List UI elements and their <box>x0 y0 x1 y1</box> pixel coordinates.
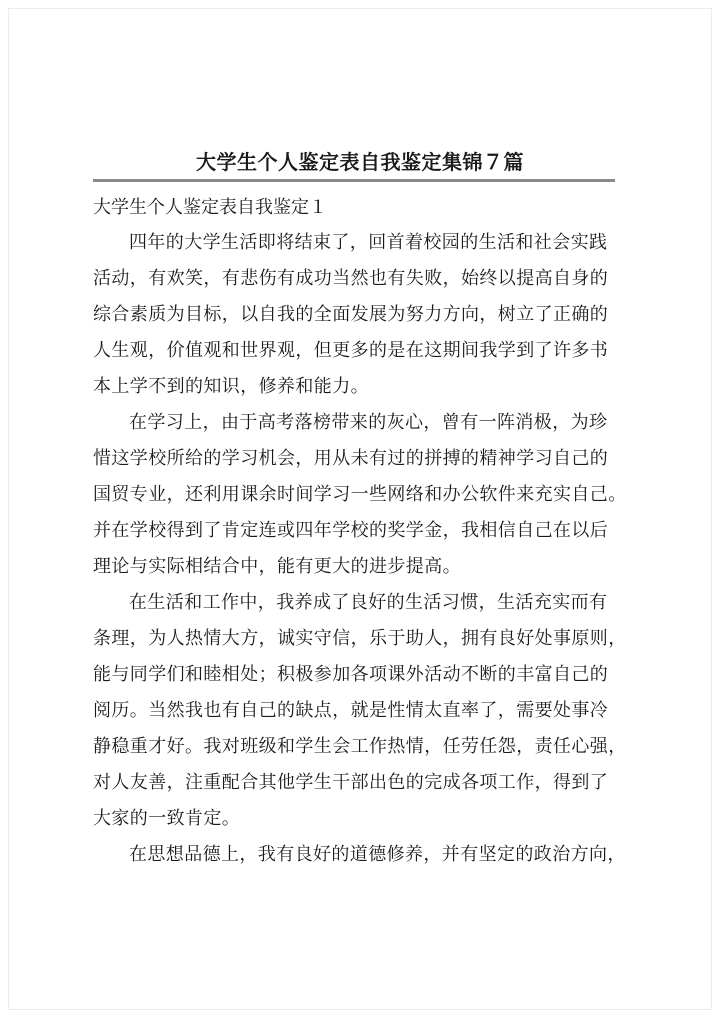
paragraph <box>93 405 653 585</box>
paragraph <box>93 225 653 405</box>
paragraph-line: 条理，为人热情大方，诚实守信，乐于助人，拥有良好处事原则， <box>93 628 627 649</box>
paragraph-line: 理论与实际相结合中，能有更大的进步提高。 <box>93 556 461 577</box>
paragraph-line: 对人友善，注重配合其他学生干部出色的完成各项工作，得到了 <box>93 772 609 793</box>
paragraph <box>93 585 653 837</box>
paragraph-line: 人生观，价值观和世界观，但更多的是在这期间我学到了许多书 <box>93 340 609 361</box>
document-body <box>93 191 653 873</box>
paragraph-line: 四年的大学生活即将结束了，回首着校园的生活和社会实践 <box>129 232 608 253</box>
paragraph-line: 活动，有欢笑，有悲伤有成功当然也有失败，始终以提高自身的 <box>93 268 609 289</box>
paragraph-line: 静稳重才好。我对班级和学生会工作热情，任劳任怨，责任心强， <box>93 736 627 757</box>
section-heading: 大学生个人鉴定表自我鉴定１ <box>93 197 327 218</box>
paragraph-line: 在思想品德上，我有良好的道德修养，并有坚定的政治方向， <box>129 844 626 865</box>
title-divider <box>93 179 615 182</box>
paragraph-line: 综合素质为目标，以自我的全面发展为努力方向，树立了正确的 <box>93 304 609 325</box>
paragraph-line: 国贸专业，还利用课余时间学习一些网络和办公软件来充实自己。 <box>93 484 627 505</box>
paragraph-line: 在生活和工作中，我养成了良好的生活习惯，生活充实而有 <box>129 592 608 613</box>
paragraph-line: 本上学不到的知识，修养和能力。 <box>93 376 369 397</box>
paragraph-line: 在学习上，由于高考落榜带来的灰心，曾有一阵消极，为珍 <box>129 412 608 433</box>
paragraph <box>93 837 653 873</box>
paragraph-line: 阅历。当然我也有自己的缺点，就是性情太直率了，需要处事冷 <box>93 700 609 721</box>
paragraph-line: 并在学校得到了肯定连或四年学校的奖学金，我相信自己在以后 <box>93 520 609 541</box>
paragraph-line: 能与同学们和睦相处；积极参加各项课外活动不断的丰富自己的 <box>93 664 609 685</box>
paragraph-line: 惜这学校所给的学习机会，用从未有过的拼搏的精神学习自己的 <box>93 448 609 469</box>
document-title: 大学生个人鉴定表自我鉴定集锦７篇 <box>196 150 524 174</box>
paragraph-line: 大家的一致肯定。 <box>93 808 241 829</box>
